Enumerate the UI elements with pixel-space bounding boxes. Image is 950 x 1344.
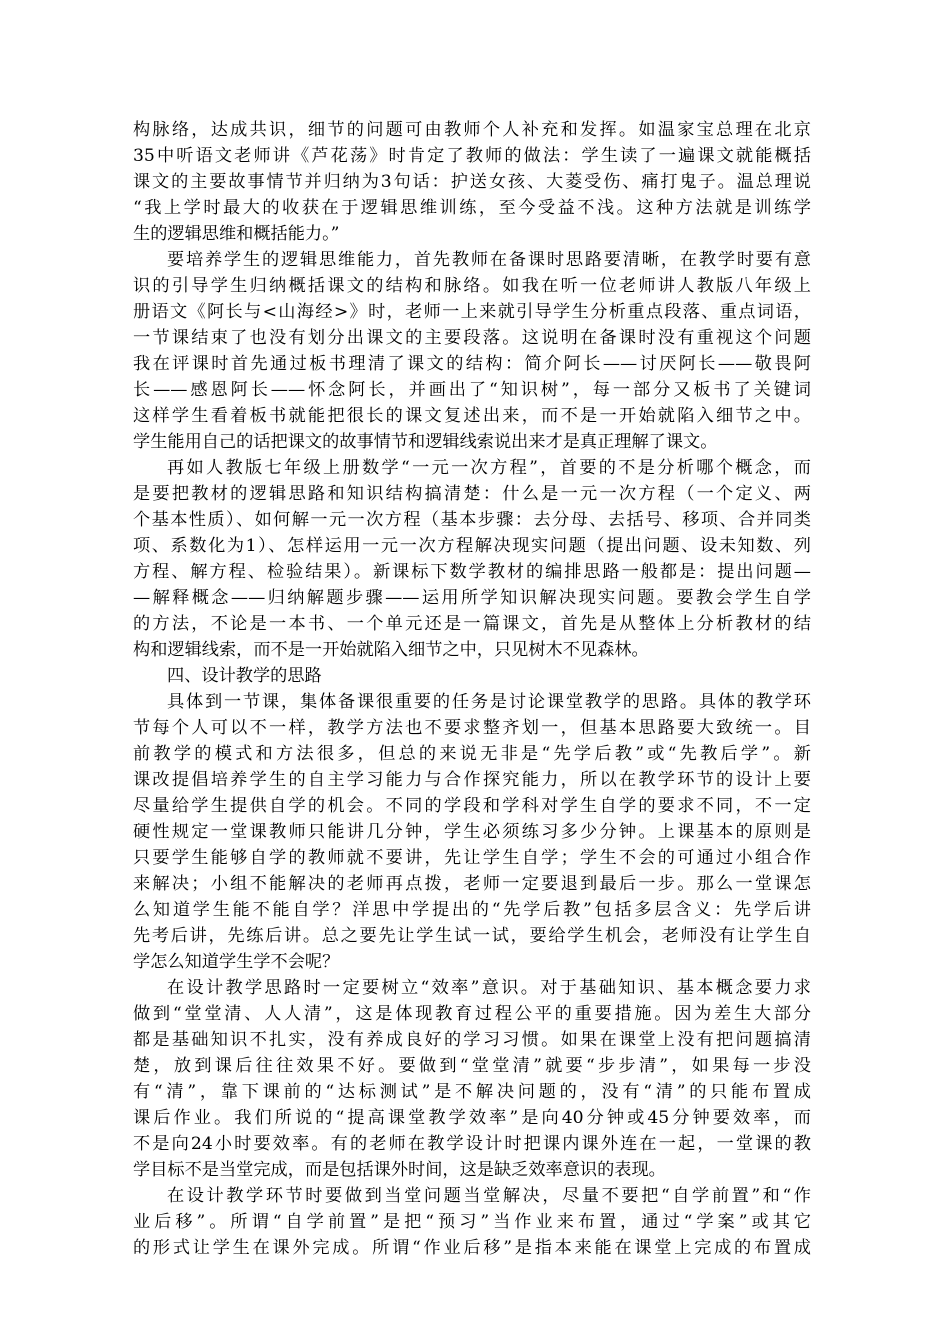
text-line: 构脉络，达成共识，细节的问题可由教师个人补充和发挥。如温家宝总理在北京	[133, 120, 811, 140]
paragraph	[133, 663, 811, 689]
text-line: 在设计教学环节时要做到当堂问题当堂解决，尽量不要把“自学前置”和“作	[167, 1186, 811, 1206]
text-line: 节每个人可以不一样，教学方法也不要求整齐划一，但基本思路要大致统一。目	[133, 718, 811, 738]
text-line: 识的引导学生归纳概括课文的结构和脉络。如我在听一位老师讲人教版八年级上	[133, 276, 811, 296]
text-line: 不是向24小时要效率。有的老师在教学设计时把课内课外连在一起，一堂课的教	[133, 1134, 811, 1154]
text-line: 构和逻辑线索，而不是一开始就陷入细节之中，只见树木不见森林。	[133, 640, 649, 660]
text-line: 只要学生能够自学的教师就不要讲，先让学生自学；学生不会的可通过小组合作	[133, 848, 811, 868]
text-line: 业后移”。所谓“自学前置”是把“预习”当作业来布置，通过“学案”或其它	[133, 1212, 811, 1232]
text-line: 四、设计教学的思路	[167, 666, 322, 686]
text-line: 个基本性质）、如何解一元一次方程（基本步骤：去分母、去括号、移项、合并同类	[133, 510, 811, 530]
text-line: 先考后讲，先练后讲。总之要先让学生试一试，要给学生机会，老师没有让学生自	[133, 926, 811, 946]
text-line: 来解决；小组不能解决的老师再点拨，老师一定要退到最后一步。那么一堂课怎	[133, 874, 811, 894]
text-line: 楚，放到课后往往效果不好。要做到“堂堂清”就要“步步清”，如果每一步没	[133, 1056, 811, 1076]
text-line: 我在评课时首先通过板书理清了课文的结构：简介阿长——讨厌阿长——敬畏阿	[133, 354, 811, 374]
text-line: 硬性规定一堂课教师只能讲几分钟，学生必须练习多少分钟。上课基本的原则是	[133, 822, 811, 842]
text-line: 项、系数化为1）、怎样运用一元一次方程解决现实问题（提出问题、设未知数、列	[133, 536, 811, 556]
paragraph	[133, 117, 811, 247]
text-line: 册语文《阿长与<山海经>》时，老师一上来就引导学生分析重点段落、重点词语，	[133, 302, 811, 322]
text-line: 学怎么知道学生学不会呢？	[133, 952, 340, 972]
text-line: 学目标不是当堂完成，而是包括课外时间，这是缺乏效率意识的表现。	[133, 1160, 666, 1180]
text-line: “我上学时最大的收获在于逻辑思维训练，至今受益不浅。这种方法就是训练学	[133, 198, 811, 218]
paragraph	[133, 455, 811, 663]
text-line: 生的逻辑思维和概括能力。”	[133, 224, 340, 244]
document-page	[133, 117, 811, 1261]
text-line: 一节课结束了也没有划分出课文的主要段落。这说明在备课时没有重视这个问题	[133, 328, 811, 348]
text-line: 要培养学生的逻辑思维能力，首先教师在备课时思路要清晰，在教学时要有意	[167, 250, 811, 270]
paragraph	[133, 689, 811, 975]
text-line: 课后作业。我们所说的“提高课堂教学效率”是向40分钟或45分钟要效率，而	[133, 1108, 811, 1128]
text-line: 课文的主要故事情节并归纳为3句话：护送女孩、大菱受伤、痛打鬼子。温总理说	[133, 172, 811, 192]
text-line: —解释概念——归纳解题步骤——运用所学知识解决现实问题。要教会学生自学	[133, 588, 811, 608]
paragraph	[133, 1183, 811, 1261]
paragraph	[133, 975, 811, 1183]
text-line: 学生能用自己的话把课文的故事情节和逻辑线索说出来才是真正理解了课文。	[133, 432, 718, 452]
text-line: 么知道学生能不能自学？洋思中学提出的“先学后教”包括多层含义：先学后讲	[133, 900, 811, 920]
text-line: 在设计教学思路时一定要树立“效率”意识。对于基础知识、基本概念要力求	[167, 978, 811, 998]
text-line: 尽量给学生提供自学的机会。不同的学段和学科对学生自学的要求不同，不一定	[133, 796, 811, 816]
text-line: 具体到一节课，集体备课很重要的任务是讨论课堂教学的思路。具体的教学环	[167, 692, 811, 712]
text-line: 这样学生看着板书就能把很长的课文复述出来，而不是一开始就陷入细节之中。	[133, 406, 811, 426]
text-line: 前教学的模式和方法很多，但总的来说无非是“先学后教”或“先教后学”。新	[133, 744, 811, 764]
text-line: 都是基础知识不扎实，没有养成良好的学习习惯。如果在课堂上没有把问题搞清	[133, 1030, 811, 1050]
text-line: 长——感恩阿长——怀念阿长，并画出了“知识树”，每一部分又板书了关键词	[133, 380, 811, 400]
text-line: 方程、解方程、检验结果）。新课标下数学教材的编排思路一般都是：提出问题—	[133, 562, 811, 582]
text-line: 课改提倡培养学生的自主学习能力与合作探究能力，所以在教学环节的设计上要	[133, 770, 811, 790]
text-line: 再如人教版七年级上册数学“一元一次方程”，首要的不是分析哪个概念，而	[167, 458, 811, 478]
text-line: 做到“堂堂清、人人清”，这是体现教育过程公平的重要措施。因为差生大部分	[133, 1004, 811, 1024]
text-line: 有“清”，靠下课前的“达标测试”是不解决问题的，没有“清”的只能布置成	[133, 1082, 811, 1102]
text-line: 的方法，不论是一本书、一个单元还是一篇课文，首先是从整体上分析教材的结	[133, 614, 811, 634]
text-line: 的形式让学生在课外完成。所谓“作业后移”是指本来能在课堂上完成的布置成	[133, 1238, 811, 1258]
text-line: 35中听语文老师讲《芦花荡》时肯定了教师的做法：学生读了一遍课文就能概括	[133, 146, 811, 166]
paragraph	[133, 247, 811, 455]
text-line: 是要把教材的逻辑思路和知识结构搞清楚：什么是一元一次方程（一个定义、两	[133, 484, 811, 504]
